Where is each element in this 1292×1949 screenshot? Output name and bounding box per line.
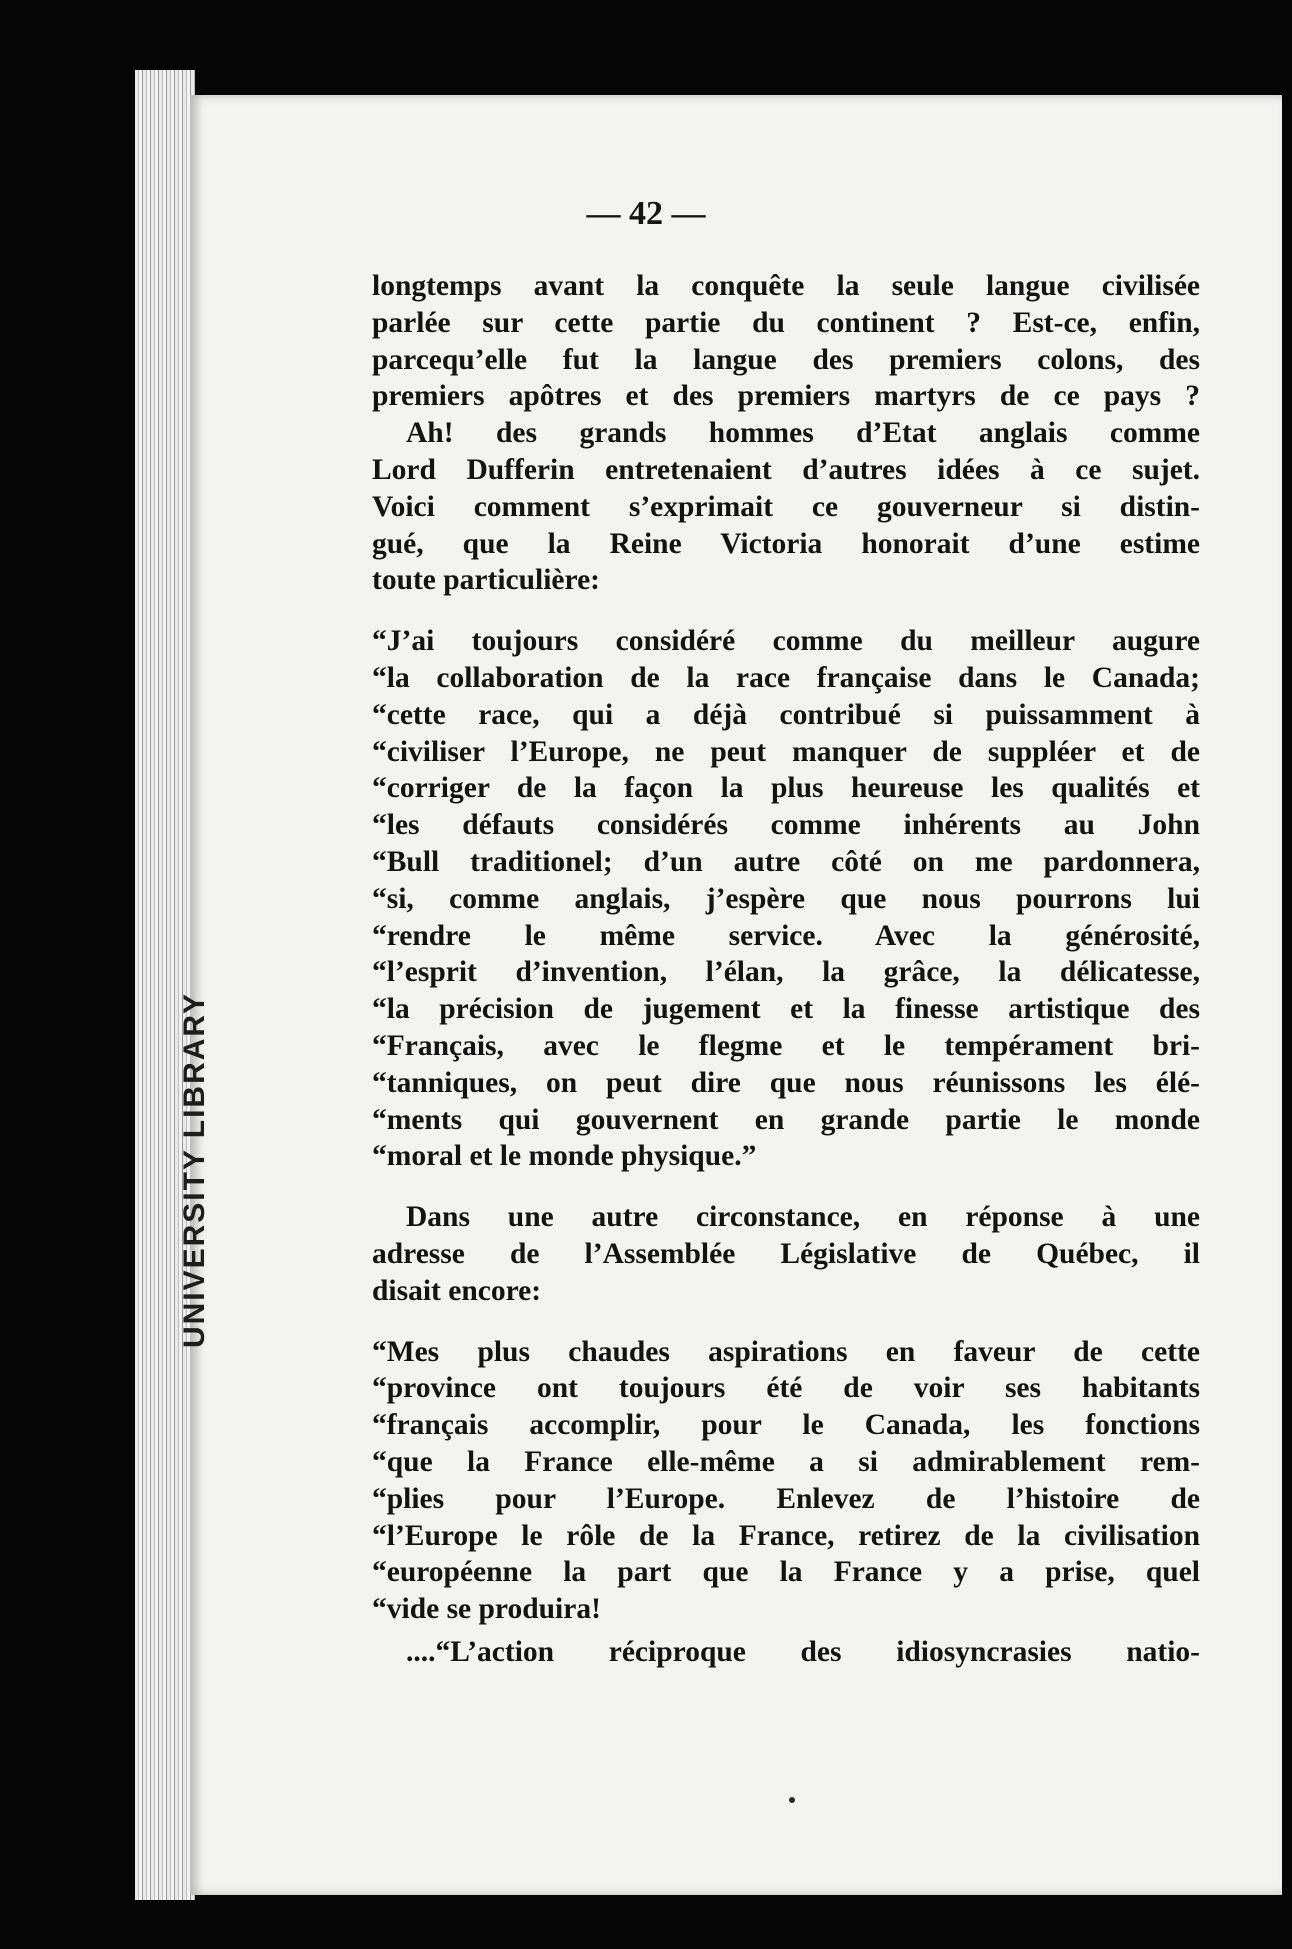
text-line: “Bull traditionel; d’un autre côté on me pardonnera, [372,845,1200,878]
text-line: “la précision de jugement et la finesse artistique des [372,993,1200,1026]
text-line: ....“L’action réciproque des idiosyncrasies natio- [406,1635,1200,1668]
text-line: “province ont toujours été de voir ses habitants [372,1372,1200,1405]
text-line: Ah! des grands hommes d’Etat anglais comme [406,417,1200,450]
text-line: parlée sur cette partie du continent ? Est-ce, enfin, [372,306,1200,339]
text-line: Voici comment s’exprimait ce gouverneur si distin- [372,490,1200,523]
text-line: adresse de l’Assemblée Législative de Québec, il [372,1237,1200,1270]
text-line: gué, que la Reine Victoria honorait d’une estime [372,527,1200,560]
text-line: “rendre le même service. Avec la générosité, [372,919,1200,952]
text-line: “cette race, qui a déjà contribué si puissamment à [372,698,1200,731]
paragraph-2 [372,415,1200,599]
text-line: “J’ai toujours considéré comme du meilleur augure [372,625,1200,658]
page-text [372,268,1200,1695]
text-line: “civiliser l’Europe, ne peut manquer de suppléer et de [372,735,1200,768]
library-stamp-text: UNIVERSITY LIBRARY [178,991,211,1349]
text-line: “que la France elle-même a si admirablement rem- [372,1445,1200,1478]
text-line: “corriger de la façon la plus heureuse les qualités et [372,772,1200,805]
text-line: “français accomplir, pour le Canada, les fonctions [372,1409,1200,1442]
text-line: Lord Dufferin entretenaient d’autres idées à ce sujet. [372,453,1200,486]
paragraph-4 [372,1634,1200,1671]
paragraph-3 [372,1199,1200,1309]
text-line: premiers apôtres et des premiers martyrs de ce pays ? [372,380,1200,413]
text-line: longtemps avant la conquête la seule langue civilisée [372,270,1200,302]
text-line: “plies pour l’Europe. Enlevez de l’histoire de [372,1482,1200,1515]
page-number: — 42 — [586,195,706,232]
paragraph-1 [372,268,1200,415]
text-line: “Mes plus chaudes aspirations en faveur de cette [372,1335,1200,1368]
quotation-2 [372,1334,1200,1628]
text-line: disait encore: [372,1274,542,1307]
quotation-1 [372,623,1200,1175]
library-stamp [178,930,212,1410]
text-line: toute particulière: [372,564,601,597]
text-line: parcequ’elle fut la langue des premiers colons, des [372,343,1200,376]
text-line: “Français, avec le flegme et le tempérament bri- [372,1029,1200,1062]
text-line: “l’Europe le rôle de la France, retirez de la civilisation [372,1519,1200,1552]
text-line: Dans une autre circonstance, en réponse à une [406,1201,1200,1234]
text-line: “l’esprit d’invention, l’élan, la grâce, la délicatesse, [372,956,1200,989]
text-line: “vide se produira! [372,1593,601,1626]
text-line: “si, comme anglais, j’espère que nous pourrons lui [372,882,1200,915]
text-line: “ments qui gouvernent en grande partie le monde [372,1103,1200,1136]
ink-dot [789,1797,795,1803]
text-line: “les défauts considérés comme inhérents au John [372,809,1200,842]
text-line: “européenne la part que la France y a prise, quel [372,1556,1200,1589]
text-line: “moral et le monde physique.” [372,1140,757,1173]
text-line: “la collaboration de la race française dans le Canada; [372,661,1200,694]
text-line: “tanniques, on peut dire que nous réunissons les élé- [372,1066,1200,1099]
